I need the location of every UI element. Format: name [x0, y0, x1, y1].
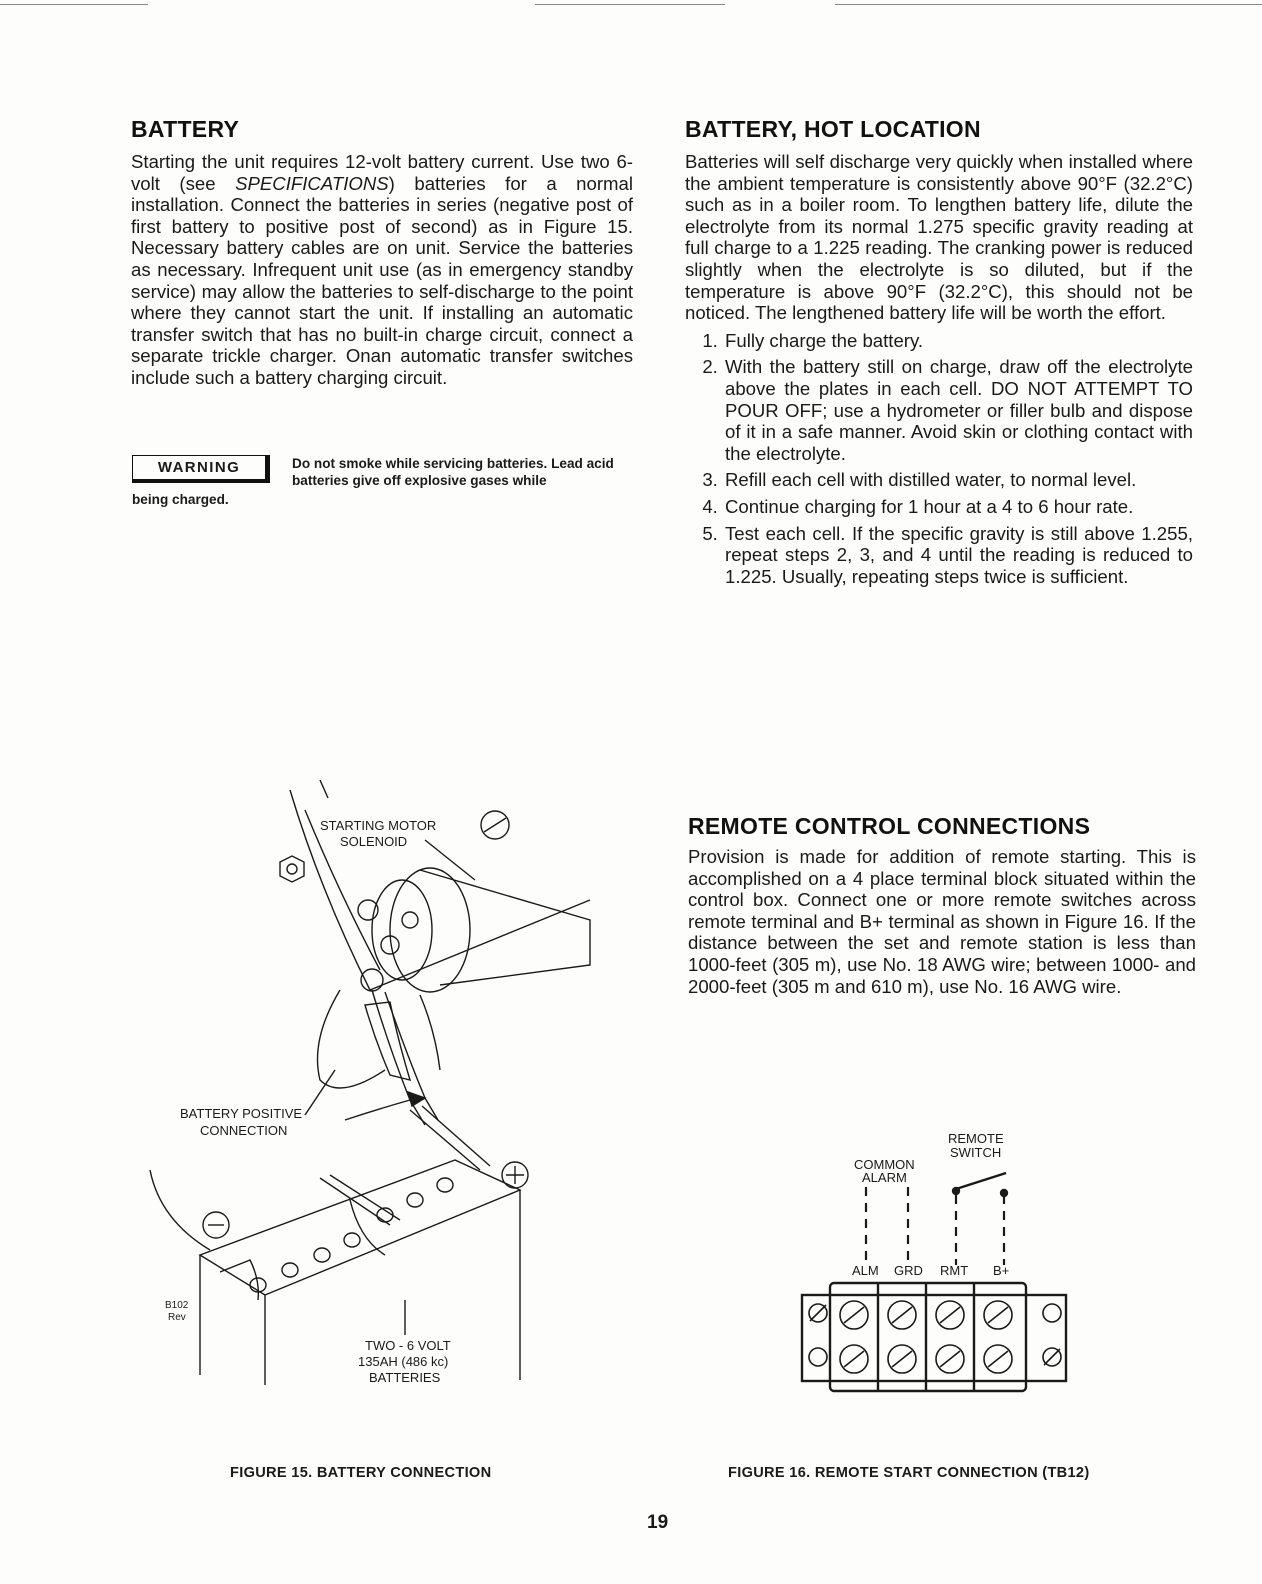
terminal-rmt: RMT	[940, 1263, 969, 1278]
common-alarm-label-1: COMMON	[854, 1157, 915, 1172]
remote-paragraph: Provision is made for addition of remote starting. This is accomplished on a 4 place terminal block situated within the control box. Connect one or more remote switches across remote terminal and B+ terminal as shown in Figure 16. If the distance between the set and remote station is less than 1000-feet (305 m), use No. 18 AWG wire; between 1000- and 2000-feet (305 m and 610 m), use No. 16 AWG wire.	[688, 846, 1196, 997]
warning-label: WARNING	[132, 455, 270, 483]
ref-label-1: B102	[165, 1300, 189, 1311]
list-item: 1. Fully charge the battery.	[723, 330, 1193, 352]
positive-label-1: BATTERY POSITIVE	[180, 1106, 303, 1121]
figure-16-caption: FIGURE 16. REMOTE START CONNECTION (TB12)	[728, 1465, 1090, 1481]
warning-text-tail: being charged.	[132, 492, 229, 507]
warning-text: Do not smoke while servicing batteries. Lead acid batteries give off explosive gases while	[292, 456, 614, 488]
battery-heading: BATTERY	[131, 116, 240, 142]
battery-paragraph: Starting the unit requires 12-volt battery current. Use two 6-volt (see SPECIFICATIONS) batteries for a normal installation. Connect the batteries in series (negative post of first battery to positive post of second) as in Figure 15. Necessary battery cables are on unit. Service the batteries as necessary. Infrequent unit use (as in emergency standby service) may allow the batteries to self-discharge to the point where they cannot start the unit. If installing an automatic transfer switch that has no built-in charge circuit, connect a separate trickle charger. Onan automatic transfer switches include such a battery charging circuit.	[131, 151, 633, 388]
figure-15-caption: FIGURE 15. BATTERY CONNECTION	[230, 1465, 492, 1481]
list-item: 4. Continue charging for 1 hour at a 4 to 6 hour rate.	[723, 496, 1193, 518]
solenoid-label-1: STARTING MOTOR	[320, 818, 437, 833]
batteries-label-1: TWO - 6 VOLT	[365, 1338, 451, 1353]
page-number: 19	[647, 1512, 669, 1533]
batteries-label-3: BATTERIES	[369, 1370, 441, 1385]
hot-location-section	[685, 116, 1193, 592]
hot-location-intro: Batteries will self discharge very quickly when installed where the ambient temperature is consistently above 90°F (32.2°C) such as in a boiler room. To lengthen battery life, dilute the electrolyte from its normal 1.275 specific gravity reading at full charge to a 1.225 reading. The cranking power is reduced slightly when the electrolyte is so diluted, but if the temperature is above 90°F (32.2°C), this should not be noticed. The lengthened battery life will be worth the effort.	[685, 151, 1193, 324]
figure-15-illustration	[140, 780, 640, 1400]
terminal-grd: GRD	[894, 1263, 923, 1278]
remote-section	[688, 813, 1196, 997]
batteries-label-2: 135AH (486 kc)	[358, 1354, 449, 1369]
list-item: 5. Test each cell. If the specific gravity is still above 1.255, repeat steps 2, 3, and 4 until the reading is reduced to 1.225. Usually, repeating steps twice is sufficient.	[723, 523, 1193, 588]
hot-location-steps	[685, 330, 1193, 588]
list-item: 3. Refill each cell with distilled water, to normal level.	[723, 469, 1193, 491]
solenoid-label-2: SOLENOID	[340, 834, 408, 849]
remote-heading: REMOTE CONTROL CONNECTIONS	[688, 813, 1091, 839]
remote-switch-label-2: SWITCH	[950, 1145, 1002, 1160]
terminal-alm: ALM	[852, 1263, 879, 1278]
hot-location-heading: BATTERY, HOT LOCATION	[685, 116, 981, 142]
battery-section	[131, 116, 633, 389]
ref-label-2: Rev	[168, 1312, 186, 1323]
list-item: 2. With the battery still on charge, draw off the electrolyte above the plates in each cell. DO NOT ATTEMPT TO POUR OFF; use a hydrometer or filler bulb and dispose of it in a safe manner. Avoid skin or clothing contact with the electrolyte.	[723, 356, 1193, 464]
remote-switch-label-1: REMOTE	[948, 1131, 1004, 1146]
positive-label-2: CONNECTION	[200, 1123, 288, 1138]
figure-16-illustration	[790, 1125, 1090, 1425]
terminal-bplus: B+	[993, 1263, 1010, 1278]
common-alarm-label-2: ALARM	[862, 1170, 907, 1185]
